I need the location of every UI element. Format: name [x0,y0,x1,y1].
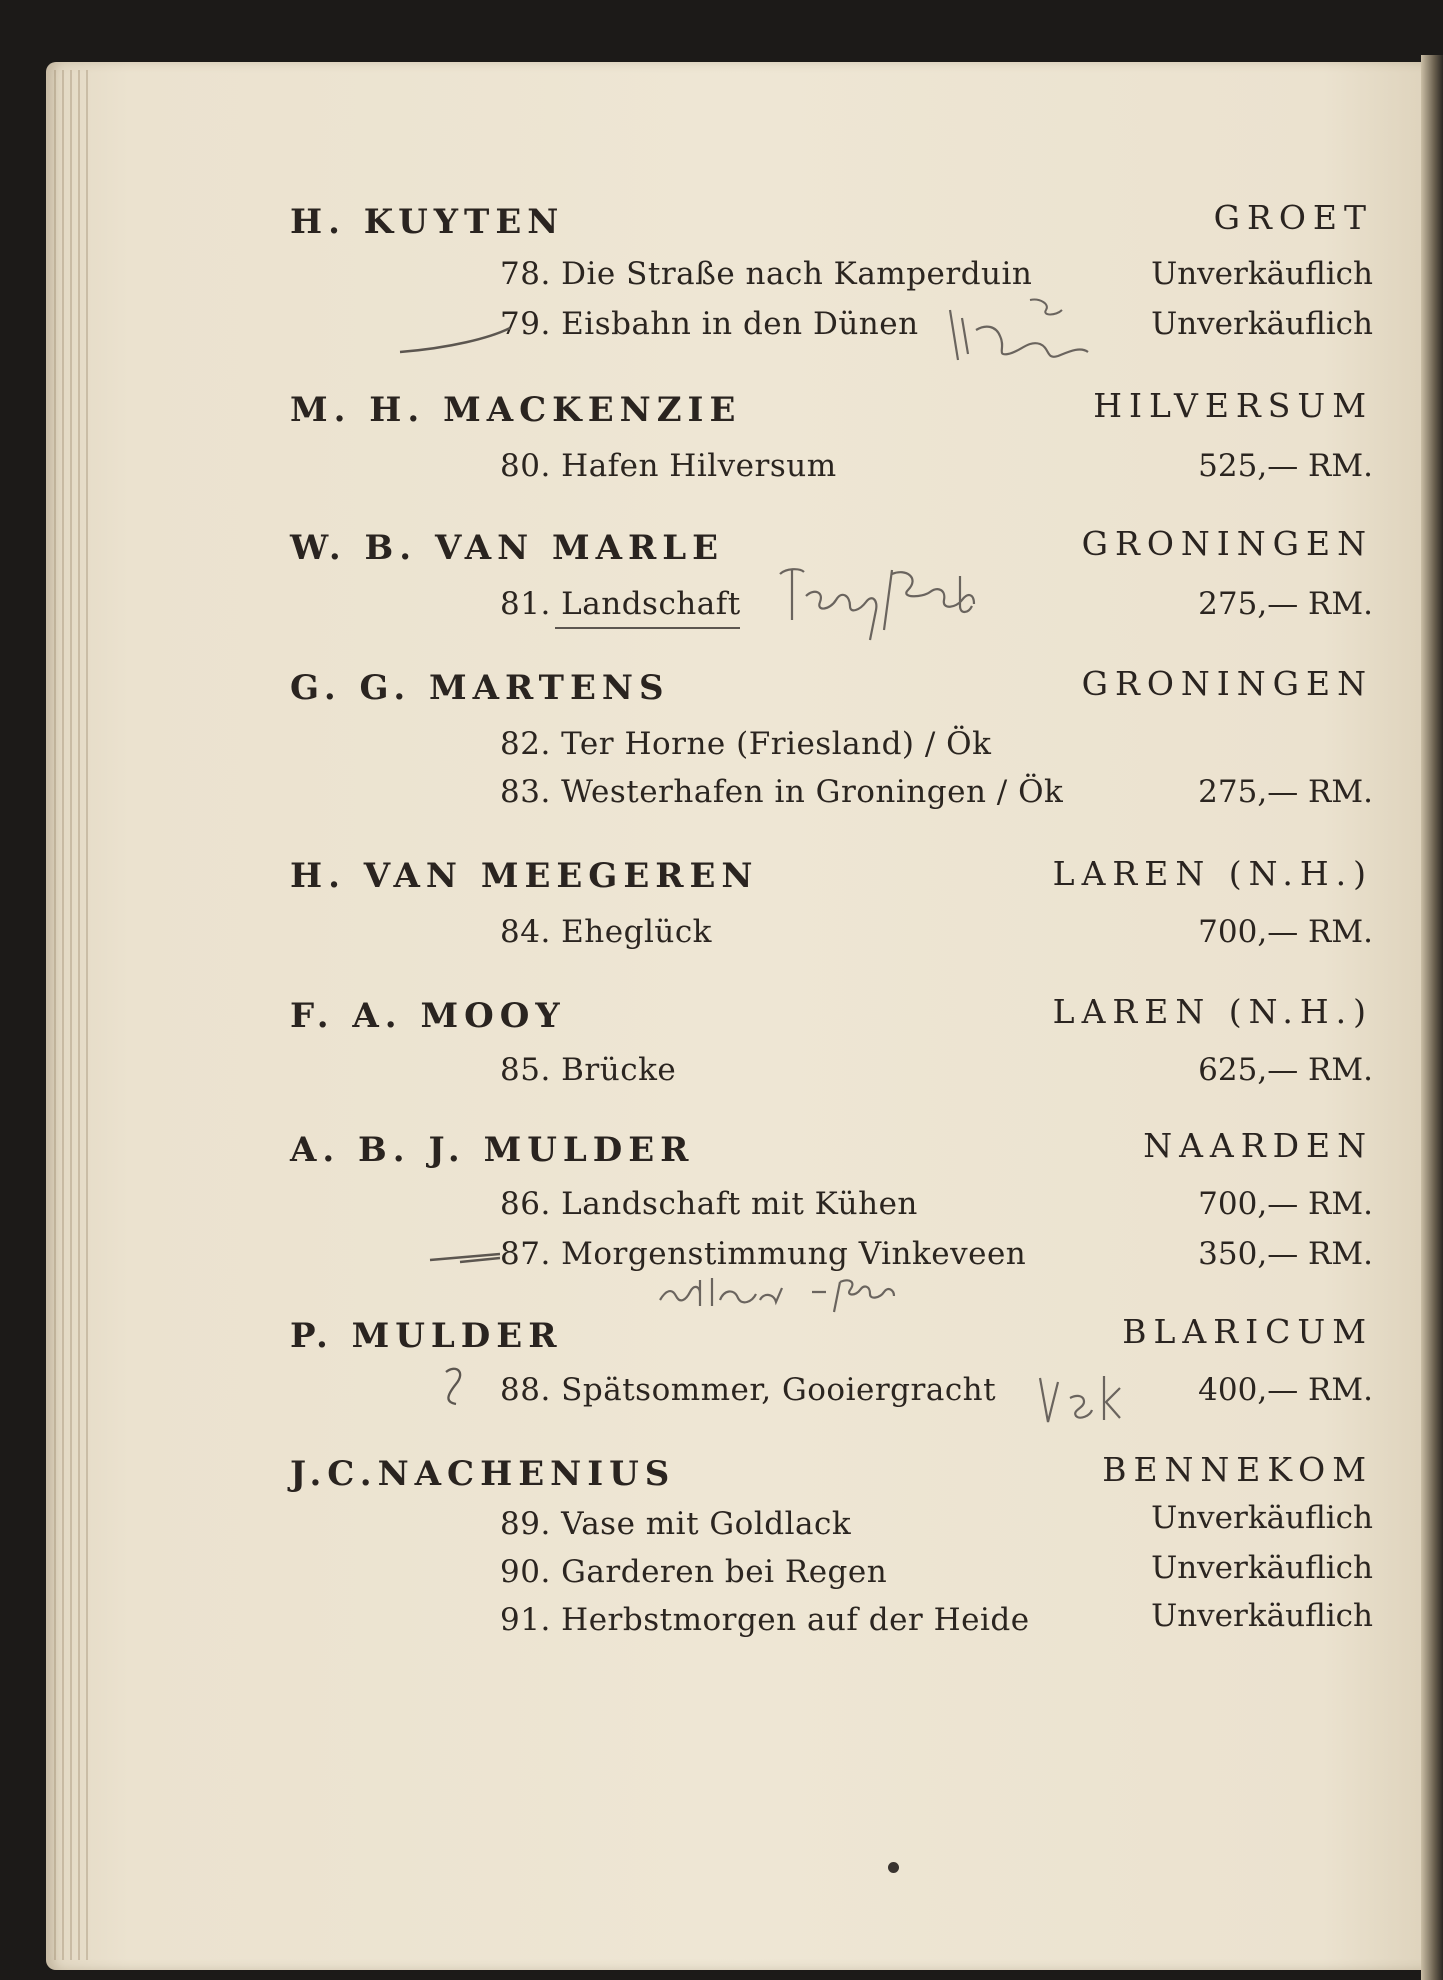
pencil-annotation-87 [420,1230,1020,1320]
artist-city: LAREN (N.H.) [1052,992,1373,1031]
work-price: Unverkäuflich [1151,1550,1373,1586]
artist-city: NAARDEN [1143,1126,1373,1165]
work-title: 88. Spätsommer, Gooiergracht [500,1372,997,1408]
artist-name: P. MULDER [290,1316,563,1356]
work-title: 81. Landschaft [500,586,741,622]
artist-name: W. B. VAN MARLE [290,528,725,568]
work-title: 83. Westerhafen in Groningen / Ök [500,774,1064,810]
artist-name: F. A. MOOY [290,996,566,1036]
work-title: 87. Morgenstimmung Vinkeveen [500,1236,1027,1272]
artist-city: GRONINGEN [1081,664,1373,703]
work-title: 91. Herbstmorgen auf der Heide [500,1602,1030,1638]
work-title: 85. Brücke [500,1052,677,1088]
pencil-annotation-88 [420,1358,1140,1438]
artist-city: GROET [1213,198,1373,237]
work-title: 90. Garderen bei Regen [500,1554,888,1590]
work-title: 86. Landschaft mit Kühen [500,1186,918,1222]
pencil-annotation-79 [390,290,1130,370]
artist-name: H. VAN MEEGEREN [290,856,759,896]
work-price: Unverkäuflich [1151,1500,1373,1536]
artist-city: BENNEKOM [1102,1450,1373,1489]
artist-city: BLARICUM [1122,1312,1373,1351]
work-price: 275,— RM. [1198,586,1373,622]
artist-city: GRONINGEN [1081,524,1373,563]
artist-city: LAREN (N.H.) [1052,854,1373,893]
work-price: Unverkäuflich [1151,256,1373,292]
work-title: 84. Eheglück [500,914,712,950]
work-price: 275,— RM. [1198,774,1373,810]
artist-name: J.C.NACHENIUS [290,1454,676,1494]
work-price: 350,— RM. [1198,1236,1373,1272]
work-title: 79. Eisbahn in den Dünen [500,306,919,342]
pencil-annotation-81 [540,556,1060,646]
work-price: 700,— RM. [1198,914,1373,950]
artist-name: G. G. MARTENS [290,668,670,708]
artist-city: HILVERSUM [1093,386,1373,425]
work-title: 78. Die Straße nach Kamperduin [500,256,1033,292]
artist-name: H. KUYTEN [290,202,565,242]
work-price: 525,— RM. [1198,448,1373,484]
artist-name: M. H. MACKENZIE [290,390,742,430]
work-price: 625,— RM. [1198,1052,1373,1088]
work-price: 400,— RM. [1198,1372,1373,1408]
work-price: Unverkäuflich [1151,306,1373,342]
page-edges [46,70,116,1960]
ink-dot [888,1862,899,1873]
work-price: Unverkäuflich [1151,1598,1373,1634]
work-price: 700,— RM. [1198,1186,1373,1222]
work-title: 80. Hafen Hilversum [500,448,837,484]
artist-name: A. B. J. MULDER [290,1130,695,1170]
work-title: 89. Vase mit Goldlack [500,1506,852,1542]
work-title: 82. Ter Horne (Friesland) / Ök [500,726,992,762]
book-spine-shadow [1421,55,1443,1980]
